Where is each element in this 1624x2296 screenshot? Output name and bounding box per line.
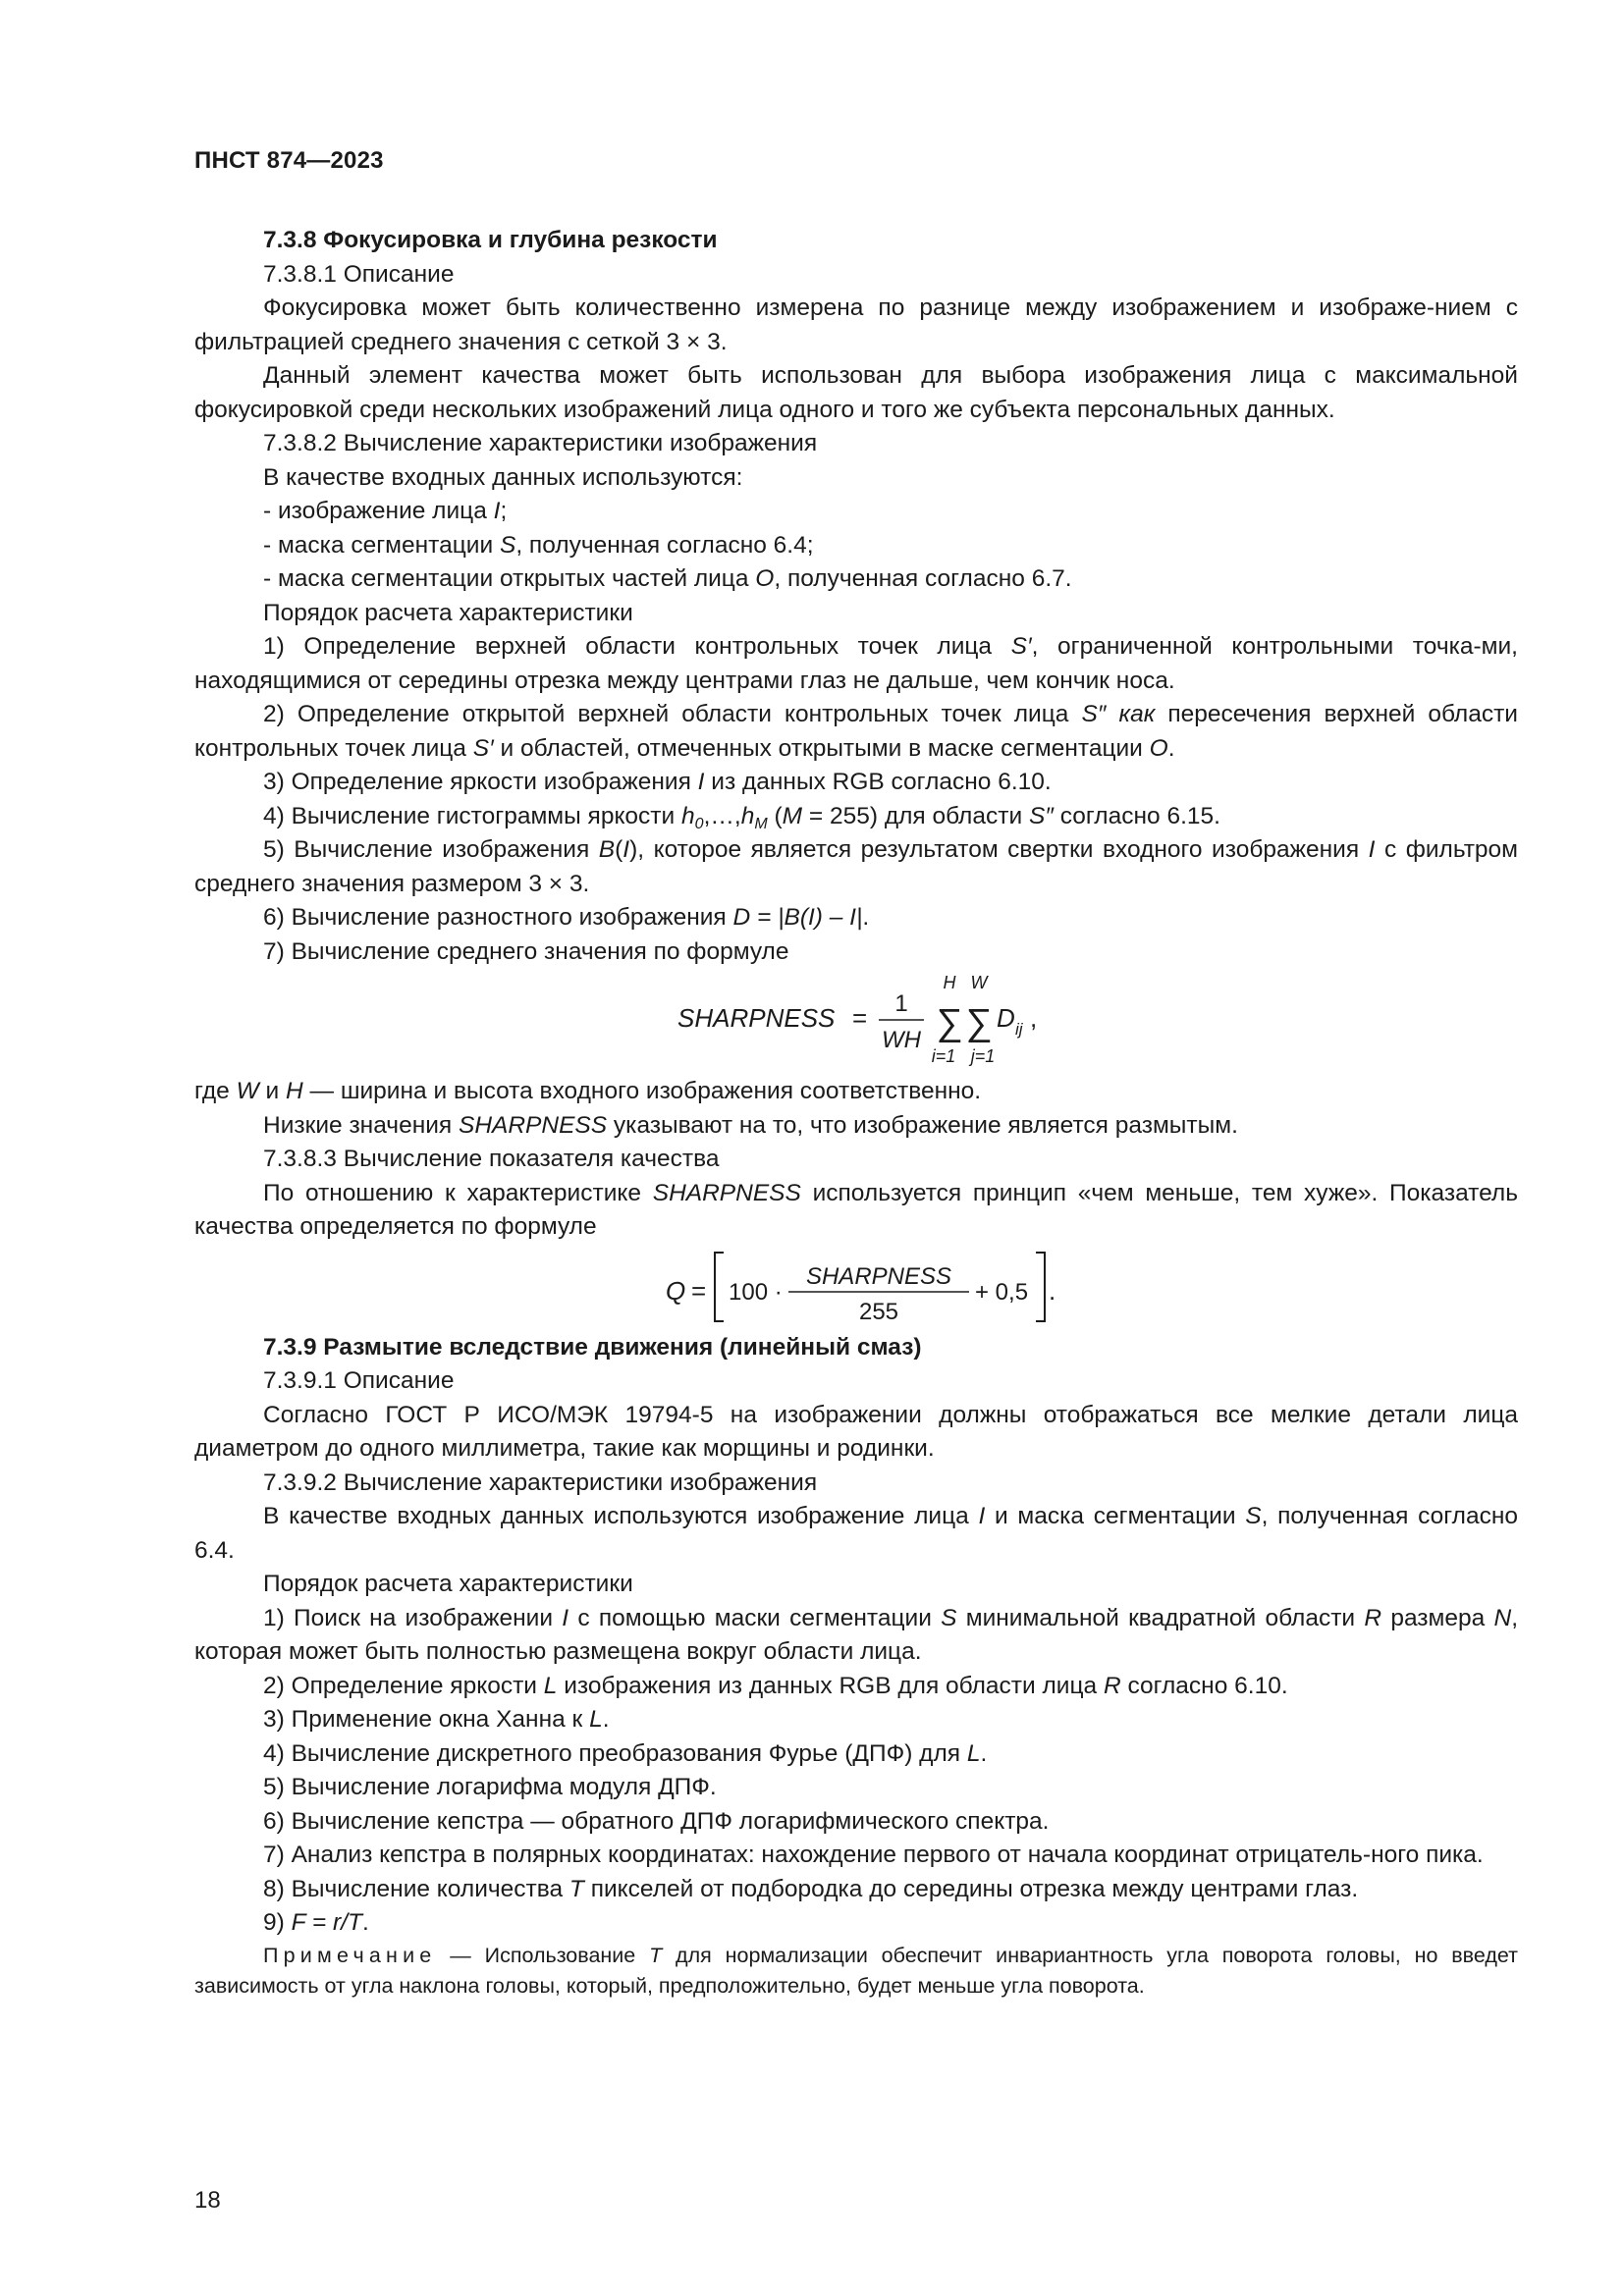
page-number: 18 xyxy=(194,2187,221,2214)
step-item: 2) Определение открытой верхней области контрольных точек лица S″ как пересечения верхней области контрольных точек лица S′ и областей, отмеченных открытыми в маске сегментации O. xyxy=(194,701,1518,762)
step-item: 6) Вычисление разностного изображения D = |B(I) – I|. xyxy=(263,904,870,931)
sharpness-formula xyxy=(194,969,1518,1075)
step-item: 2) Определение яркости L изображения из данных RGB для области лица R согласно 6.10. xyxy=(263,1672,1288,1699)
subsection-title-7-3-9-1: 7.3.9.1 Описание xyxy=(263,1367,455,1394)
document-header: ПНСТ 874—2023 xyxy=(194,147,384,174)
step-item: 3) Определение яркости изображения I из данных RGB согласно 6.10. xyxy=(263,769,1052,795)
formula-sum1-top: H xyxy=(943,973,956,992)
subsection-title-7-3-9-2: 7.3.9.2 Вычисление характеристики изображения xyxy=(263,1468,818,1496)
paragraph: Данный элемент качества может быть использован для выбора изображения лица с максимальной фокусировкой среди нескольких изображений лица одного и того же субъекта персональных данных. xyxy=(194,362,1518,423)
step-item: 3) Применение окна Ханна к L. xyxy=(263,1706,610,1733)
section-heading-7-3-8: 7.3.8 Фокусировка и глубина резкости xyxy=(263,227,718,253)
formula-sum2-bottom: j=1 xyxy=(970,1046,996,1066)
step-item: 7) Вычисление среднего значения по формуле xyxy=(263,937,789,965)
subsection-title-7-3-8-2: 7.3.8.2 Вычисление характеристики изображения xyxy=(263,430,818,456)
q-formula-addend: + 0,5 xyxy=(975,1278,1029,1306)
note-label: Примечание xyxy=(263,1943,437,1967)
paragraph: По отношению к характеристике SHARPNESS используется принцип «чем меньше, тем хуже». Показатель качества определяется по формуле xyxy=(194,1179,1518,1240)
step-item: 6) Вычисление кепстра — обратного ДПФ логарифмического спектра. xyxy=(263,1807,1050,1835)
paragraph: где W и H — ширина и высота входного изображения соответственно. xyxy=(194,1078,982,1104)
q-formula-trailing-dot: . xyxy=(1049,1275,1056,1306)
paragraph: Порядок расчета характеристики xyxy=(263,1571,633,1597)
step-item: 1) Определение верхней области контрольных точек лица S′, ограниченной контрольными точка-ми, находящимися от середины отрезка между центрами глаз не дальше, чем кончик носа. xyxy=(194,633,1518,694)
step-item: 8) Вычисление количества T пикселей от подбородка до середины отрезка между центрами глаз. xyxy=(263,1875,1359,1902)
subsection-title-7-3-8-1: 7.3.8.1 Описание xyxy=(263,260,455,288)
step-item: 1) Поиск на изображении I с помощью маски сегментации S минимальной квадратной области R размера N, которая может быть полностью размещена вокруг области лица. xyxy=(194,1604,1519,1665)
formula-lhs: SHARPNESS xyxy=(677,1003,836,1033)
subsection-title-7-3-8-3: 7.3.8.3 Вычисление показателя качества xyxy=(263,1146,720,1172)
quality-formula xyxy=(194,1245,1518,1331)
note: Примечание — Использование T для нормализации обеспечит инвариантность угла поворота головы, но введет зависимость от угла наклона головы, который, предположительно, будет меньше угла поворота. xyxy=(194,1943,1518,1998)
step-item: 4) Вычисление дискретного преобразования Фурье (ДПФ) для L. xyxy=(263,1739,988,1767)
list-item: - маска сегментации S, полученная согласно 6.4; xyxy=(263,531,814,559)
q-formula-lhs: Q xyxy=(666,1275,686,1306)
section-heading-7-3-9: 7.3.9 Размытие вследствие движения (линейный смаз) xyxy=(263,1333,922,1361)
paragraph: Согласно ГОСТ Р ИСО/МЭК 19794-5 на изображении должны отображаться все мелкие детали лица диаметром до одного миллиметра, такие как морщины и родинки. xyxy=(194,1401,1518,1462)
list-item: - изображение лица I; xyxy=(263,498,508,524)
formula-equals: = xyxy=(852,1003,868,1033)
formula-sum2-sign: ∑ xyxy=(965,1002,993,1043)
formula-term-subscript: ij xyxy=(1015,1020,1023,1039)
formula-sum2-top: W xyxy=(970,973,988,992)
formula-term: D xyxy=(997,1003,1015,1033)
paragraph: Низкие значения SHARPNESS указывают на то, что изображение является размытым. xyxy=(263,1111,1238,1139)
formula-sum1-sign: ∑ xyxy=(936,1002,963,1043)
q-formula-coefficient: 100 · xyxy=(729,1278,783,1306)
quality-formula-svg xyxy=(194,1245,1518,1331)
q-formula-equals: = xyxy=(691,1275,707,1306)
document-body xyxy=(194,224,1518,2002)
sharpness-formula-svg xyxy=(194,969,1518,1075)
formula-trailing-comma: , xyxy=(1030,1003,1038,1033)
step-item: 7) Анализ кепстра в полярных координатах: нахождение первого от начала координат отрицатель-ного пика. xyxy=(263,1842,1484,1868)
step-item: 4) Вычисление гистограммы яркости $h_0,\dots,h_M$ (M = 255) для области S″ согласно 6.15. xyxy=(263,802,1220,832)
list-item: - маска сегментации открытых частей лица O, полученная согласно 6.7. xyxy=(263,565,1072,592)
q-formula-floor-right xyxy=(1036,1253,1045,1321)
paragraph: В качестве входных данных используются изображение лица I и маска сегментации S, полученная согласно 6.4. xyxy=(194,1503,1518,1564)
q-formula-denominator: 255 xyxy=(858,1298,899,1325)
paragraph: Порядок расчета характеристики xyxy=(263,599,633,626)
step-item: 5) Вычисление изображения B(I), которое является результатом свертки входного изображения I с фильтром среднего значения размером 3 × 3. xyxy=(194,836,1519,897)
q-formula-numerator: SHARPNESS xyxy=(805,1262,952,1290)
paragraph: В качестве входных данных используются: xyxy=(263,463,743,491)
formula-denominator: WH xyxy=(882,1027,921,1053)
step-item: 5) Вычисление логарифма модуля ДПФ. xyxy=(263,1774,717,1800)
step-item: 9) F = r/T. xyxy=(263,1909,369,1936)
paragraph: Фокусировка может быть количественно измерена по разнице между изображением и изображе-нием с фильтрацией среднего значения с сеткой 3 × 3. xyxy=(194,294,1518,355)
formula-sum1-bottom: i=1 xyxy=(931,1046,956,1066)
formula-numerator: 1 xyxy=(894,990,908,1017)
q-formula-floor-left xyxy=(715,1253,724,1321)
